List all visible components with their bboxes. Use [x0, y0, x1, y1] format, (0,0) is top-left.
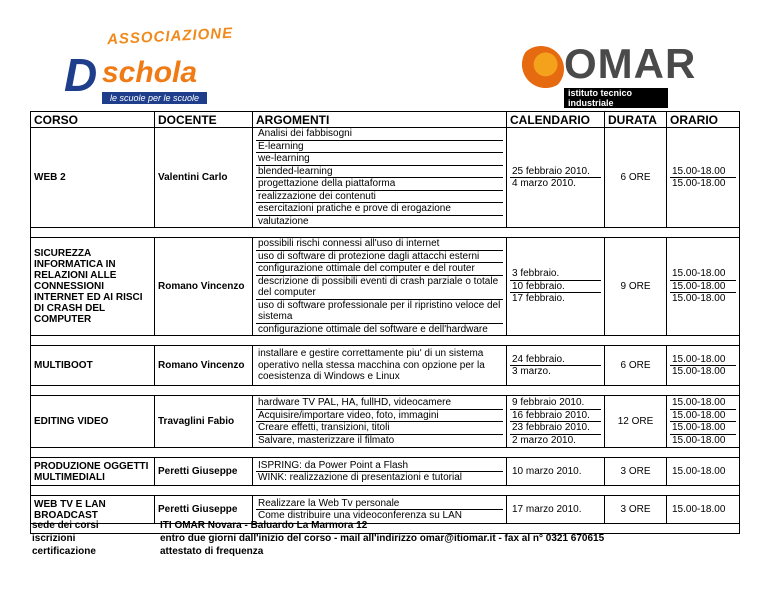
- footer-label-sede: sede dei corsi: [32, 520, 99, 531]
- logo-schola-text: schola: [102, 56, 198, 89]
- footer-values: [160, 519, 604, 558]
- header-orario: ORARIO: [667, 112, 740, 128]
- calendar-date: 23 febbraio 2010.: [510, 422, 601, 435]
- course-teacher: Romano Vincenzo: [155, 346, 253, 386]
- topic-item: Acquisire/importare video, foto, immagini: [256, 410, 503, 423]
- header-corso: CORSO: [31, 112, 155, 128]
- calendar-date: 16 febbraio 2010.: [510, 410, 601, 423]
- calendar-date: 17 febbraio.: [512, 293, 565, 305]
- schedule-slot: 15.00-18.00: [670, 422, 736, 435]
- topic-item: hardware TV PAL, HA, fullHD, videocamere: [256, 397, 503, 410]
- topic-item: esercitazioni pratiche e prove di erogazione: [256, 203, 503, 216]
- calendar-date: 3 marzo.: [512, 366, 551, 377]
- course-calendar: [507, 346, 605, 386]
- schedule-slot: 15.00-18.00: [672, 465, 726, 477]
- row-spacer: [31, 336, 740, 346]
- row-spacer: [31, 448, 740, 458]
- schedule-slot: 15.00-18.00: [670, 166, 736, 179]
- course-row: [31, 396, 740, 448]
- logo-tagline: le scuole per le scuole: [102, 92, 207, 104]
- course-duration: 6 ORE: [605, 128, 667, 228]
- schedule-slot: 15.00-18.00: [672, 178, 726, 189]
- schedule-slot: 15.00-18.00: [672, 434, 726, 446]
- course-topics: [253, 458, 507, 486]
- spacer-cell: [31, 336, 740, 346]
- course-duration: 3 ORE: [605, 496, 667, 524]
- calendar-date: 10 marzo 2010.: [512, 465, 582, 477]
- header-calendario: CALENDARIO: [507, 112, 605, 128]
- spacer-cell: [31, 486, 740, 496]
- calendar-date: 3 febbraio.: [510, 268, 601, 281]
- row-spacer: [31, 228, 740, 238]
- topic-item: valutazione: [258, 215, 309, 227]
- course-teacher: Valentini Carlo: [155, 128, 253, 228]
- course-table: [30, 111, 740, 534]
- spacer-cell: [31, 386, 740, 396]
- schedule-slot: 15.00-18.00: [672, 366, 726, 377]
- omar-logo-subtitle: istituto tecnico industriale: [564, 88, 668, 108]
- course-row: [31, 346, 740, 386]
- course-duration: 6 ORE: [605, 346, 667, 386]
- calendar-date: 2 marzo 2010.: [512, 434, 576, 446]
- course-row: [31, 238, 740, 336]
- header-durata: DURATA: [605, 112, 667, 128]
- topic-item: ISPRING: da Power Point a Flash: [256, 460, 503, 473]
- topic-item: configurazione ottimale del software e dell'hardware: [258, 323, 488, 335]
- omar-logo-text: OMAR: [564, 40, 697, 87]
- header-row: [31, 112, 740, 128]
- associazione-dschola-logo: [52, 24, 242, 108]
- topic-item: we-learning: [256, 153, 503, 166]
- course-topics: [253, 346, 507, 386]
- course-calendar: [507, 458, 605, 486]
- footer-value-iscrizioni: entro due giorni dall'inizio del corso - mail all'indirizzo omar@itiomar.it - fax al n° 0321 670615: [160, 533, 605, 544]
- topic-item: Come distribuire una videoconferenza su LAN: [258, 510, 462, 521]
- course-name: WEB 2: [31, 128, 155, 228]
- omar-swirl-icon: [518, 46, 564, 92]
- topic-item: WINK: realizzazione di presentazioni e tutorial: [258, 472, 462, 483]
- course-name: WEB TV E LAN BROADCAST: [31, 496, 155, 524]
- course-duration: 12 ORE: [605, 396, 667, 448]
- course-schedule: [667, 396, 740, 448]
- course-schedule: [667, 238, 740, 336]
- footer-value-certificazione: attestato di frequenza: [160, 546, 264, 557]
- course-schedule: [667, 458, 740, 486]
- course-teacher: Peretti Giuseppe: [155, 496, 253, 524]
- calendar-date: 9 febbraio 2010.: [510, 397, 601, 410]
- course-calendar: [507, 396, 605, 448]
- course-topics: [253, 128, 507, 228]
- topic-item: blended-learning: [256, 166, 503, 179]
- logo-assoc-text: ASSOCIAZIONE: [106, 24, 234, 49]
- schedule-slot: 15.00-18.00: [670, 354, 736, 367]
- footer-label-iscrizioni: iscrizioni: [32, 533, 76, 544]
- schedule-slot: 15.00-18.00: [670, 410, 736, 423]
- topic-item: Creare effetti, transizioni, titoli: [256, 422, 503, 435]
- topic-item: realizzazione dei contenuti: [256, 191, 503, 204]
- course-duration: 3 ORE: [605, 458, 667, 486]
- calendar-date: 10 febbraio.: [510, 281, 601, 294]
- topic-item: possibili rischi connessi all'uso di internet: [256, 238, 503, 251]
- schedule-slot: 15.00-18.00: [672, 293, 726, 305]
- topic-item: uso di software professionale per il ripristino veloce del sistema: [256, 300, 503, 324]
- topic-item: descrizione di possibili eventi di crash parziale o totale del computer: [256, 276, 503, 300]
- course-teacher: Travaglini Fabio: [155, 396, 253, 448]
- topic-item: Salvare, masterizzare il filmato: [258, 434, 395, 446]
- topic-item: Realizzare la Web Tv personale: [256, 498, 503, 511]
- header-argomenti: ARGOMENTI: [253, 112, 507, 128]
- topic-item: uso di software di protezione dagli attacchi esterni: [256, 251, 503, 264]
- schedule-slot: 15.00-18.00: [672, 503, 726, 515]
- logo-d-letter: D: [64, 49, 98, 101]
- calendar-date: 24 febbraio.: [510, 354, 601, 367]
- course-row: [31, 128, 740, 228]
- footer-label-certificazione: certificazione: [32, 546, 96, 557]
- calendar-date: 4 marzo 2010.: [512, 178, 576, 189]
- spacer-cell: [31, 228, 740, 238]
- course-name: PRODUZIONE OGGETTI MULTIMEDIALI: [31, 458, 155, 486]
- schedule-slot: 15.00-18.00: [670, 397, 736, 410]
- course-name: MULTIBOOT: [31, 346, 155, 386]
- row-spacer: [31, 386, 740, 396]
- course-duration: 9 ORE: [605, 238, 667, 336]
- calendar-date: 17 marzo 2010.: [512, 503, 582, 515]
- schedule-slot: 15.00-18.00: [670, 268, 736, 281]
- course-calendar: [507, 128, 605, 228]
- course-schedule: [667, 128, 740, 228]
- course-name: EDITING VIDEO: [31, 396, 155, 448]
- course-calendar: [507, 238, 605, 336]
- course-teacher: Romano Vincenzo: [155, 238, 253, 336]
- footer-labels: [32, 519, 99, 558]
- course-topics: [253, 238, 507, 336]
- course-teacher: Peretti Giuseppe: [155, 458, 253, 486]
- course-schedule: [667, 346, 740, 386]
- topic-item: configurazione ottimale del computer e del router: [256, 263, 503, 276]
- header-docente: DOCENTE: [155, 112, 253, 128]
- topic-item: installare e gestire correttamente piu' di un sistema operativo nella stessa macchina con opzione per la coesistenza di Windows e Linux: [258, 348, 485, 383]
- topic-item: progettazione della piattaforma: [256, 178, 503, 191]
- course-row: [31, 458, 740, 486]
- footer-value-sede: ITI OMAR Novara - Baluardo La Marmora 12: [160, 520, 368, 531]
- course-topics: [253, 396, 507, 448]
- calendar-date: 25 febbraio 2010.: [510, 166, 601, 179]
- course-schedule: [667, 496, 740, 524]
- topic-item: Analisi dei fabbisogni: [256, 128, 503, 141]
- row-spacer: [31, 486, 740, 496]
- spacer-cell: [31, 448, 740, 458]
- schedule-slot: 15.00-18.00: [670, 281, 736, 294]
- course-name: SICUREZZA INFORMATICA IN RELAZIONI ALLE CONNESSIONI INTERNET ED AI RISCI DI CRASH DEL COMPUTER: [31, 238, 155, 336]
- omar-logo: [518, 40, 697, 108]
- topic-item: E-learning: [256, 141, 503, 154]
